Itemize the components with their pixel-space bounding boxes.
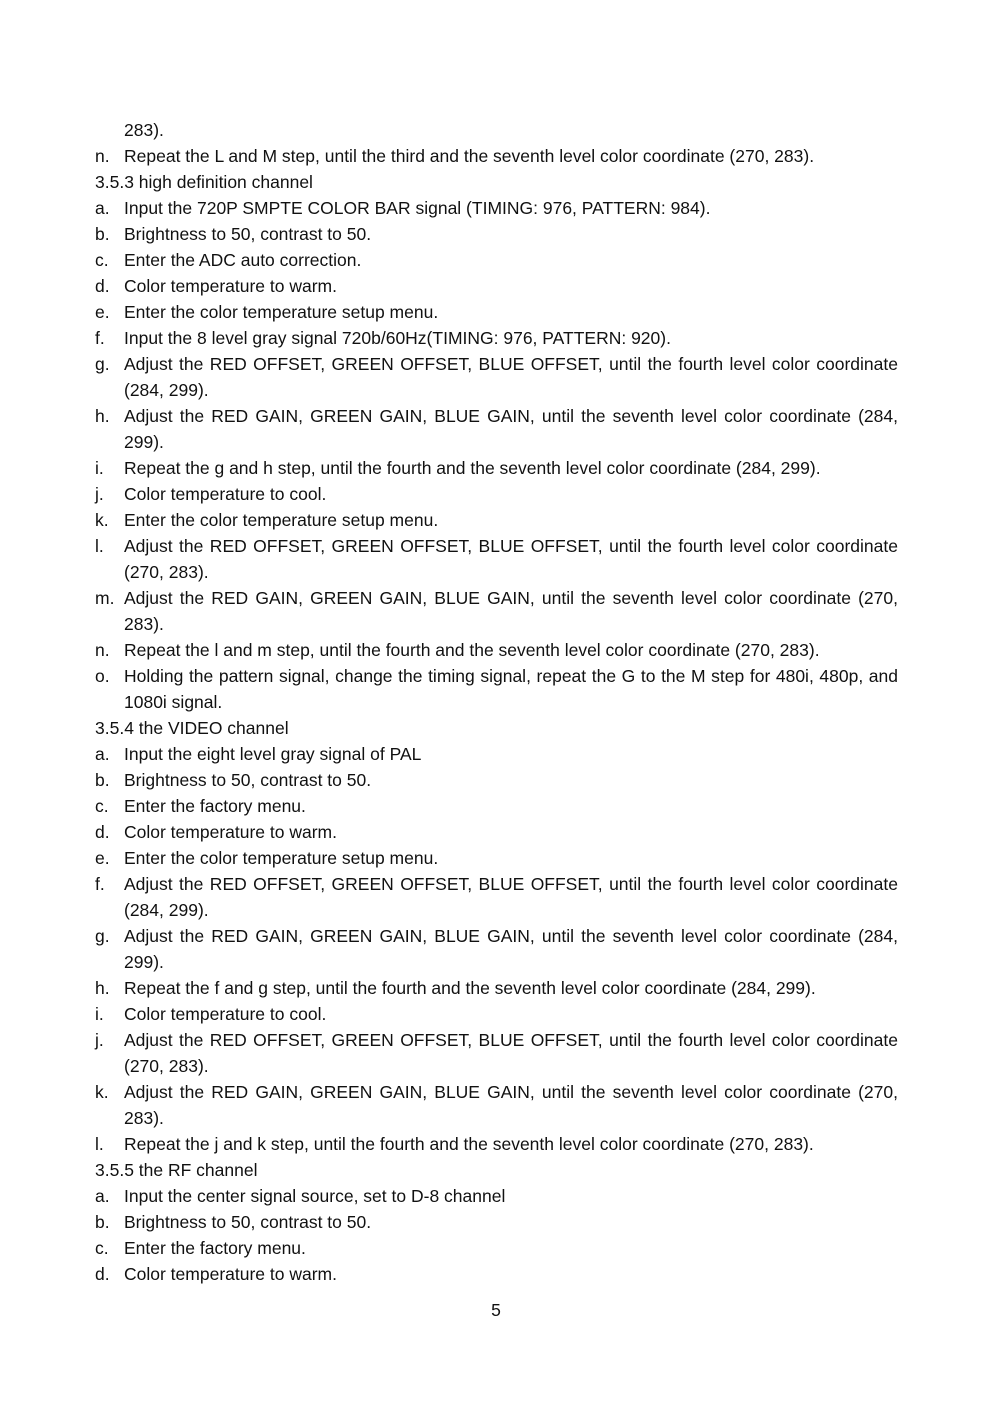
list-marker: c. <box>95 796 109 816</box>
list-marker: n. <box>95 640 110 660</box>
list-item-text: Holding the pattern signal, change the timing signal, repeat the G to the M step for 480i, 480p, and 1080i signal. <box>124 666 898 712</box>
list-item-text: Input the center signal source, set to D-8 channel <box>124 1186 506 1206</box>
list-marker: l. <box>95 1134 104 1154</box>
list-item <box>95 1001 898 1027</box>
list-item-text: Color temperature to cool. <box>124 484 327 504</box>
list-item-text: Adjust the RED GAIN, GREEN GAIN, BLUE GAIN, until the seventh level color coordinate (284, 299). <box>124 406 898 452</box>
list-item <box>95 767 898 793</box>
list-marker: e. <box>95 302 110 322</box>
list-item-text: Adjust the RED GAIN, GREEN GAIN, BLUE GAIN, until the seventh level color coordinate (270, 283). <box>124 588 898 634</box>
list-item-text: Input the eight level gray signal of PAL <box>124 744 422 764</box>
section-heading: 3.5.3 high definition channel <box>95 172 313 192</box>
list-item-text: Color temperature to warm. <box>124 276 337 296</box>
list-marker: d. <box>95 276 110 296</box>
list-item-text: Repeat the g and h step, until the fourth and the seventh level color coordinate (284, 299). <box>124 458 821 478</box>
list-item <box>95 1027 898 1079</box>
list-item-text: Adjust the RED OFFSET, GREEN OFFSET, BLUE OFFSET, until the fourth level color coordinate (284, 299). <box>124 354 898 400</box>
list-marker: n. <box>95 146 110 166</box>
list-marker: b. <box>95 224 110 244</box>
list-marker: i. <box>95 1004 104 1024</box>
list-item-text: Input the 720P SMPTE COLOR BAR signal (TIMING: 976, PATTERN: 984). <box>124 198 711 218</box>
list-item <box>95 221 898 247</box>
list-item <box>95 247 898 273</box>
list-item <box>95 143 898 169</box>
list-item <box>95 507 898 533</box>
list-item <box>95 819 898 845</box>
list-item-text: Adjust the RED GAIN, GREEN GAIN, BLUE GAIN, until the seventh level color coordinate (284, 299). <box>124 926 898 972</box>
list-item <box>95 1183 898 1209</box>
list-item <box>95 845 898 871</box>
list-item-text: Adjust the RED OFFSET, GREEN OFFSET, BLUE OFFSET, until the fourth level color coordinate (284, 299). <box>124 874 898 920</box>
list-item-text: Input the 8 level gray signal 720b/60Hz(TIMING: 976, PATTERN: 920). <box>124 328 671 348</box>
list-item-text: Adjust the RED OFFSET, GREEN OFFSET, BLUE OFFSET, until the fourth level color coordinate (270, 283). <box>124 1030 898 1076</box>
list-marker: d. <box>95 822 110 842</box>
section-heading: 3.5.4 the VIDEO channel <box>95 718 289 738</box>
list-item-text: Enter the color temperature setup menu. <box>124 510 439 530</box>
list-item-text: Color temperature to warm. <box>124 1264 337 1284</box>
list-marker: d. <box>95 1264 110 1284</box>
list-marker: e. <box>95 848 110 868</box>
list-item-text: Enter the factory menu. <box>124 796 306 816</box>
list-item <box>95 195 898 221</box>
list-item <box>95 1131 898 1157</box>
list-marker: f. <box>95 874 105 894</box>
list-item <box>95 533 898 585</box>
list-item <box>95 923 898 975</box>
continued-text: 283). <box>124 120 164 140</box>
list-marker: a. <box>95 744 110 764</box>
list-marker: j. <box>95 484 104 504</box>
list-item-text: Color temperature to cool. <box>124 1004 327 1024</box>
list-marker: f. <box>95 328 105 348</box>
list-marker: j. <box>95 1030 104 1050</box>
list-marker: i. <box>95 458 104 478</box>
list-item <box>95 793 898 819</box>
list-item <box>95 481 898 507</box>
list-item-text: Repeat the L and M step, until the third and the seventh level color coordinate (270, 283). <box>124 146 815 166</box>
list-marker: o. <box>95 666 110 686</box>
list-item <box>95 871 898 923</box>
list-item-text: Repeat the j and k step, until the fourth and the seventh level color coordinate (270, 283). <box>124 1134 814 1154</box>
list-marker: l. <box>95 536 104 556</box>
list-marker: k. <box>95 510 109 530</box>
list-item <box>95 1079 898 1131</box>
list-item-text: Adjust the RED OFFSET, GREEN OFFSET, BLUE OFFSET, until the fourth level color coordinate (270, 283). <box>124 536 898 582</box>
list-item <box>95 637 898 663</box>
list-item <box>95 455 898 481</box>
list-marker: a. <box>95 1186 110 1206</box>
list-marker: b. <box>95 1212 110 1232</box>
list-item <box>95 1261 898 1287</box>
list-marker: h. <box>95 978 110 998</box>
list-marker: h. <box>95 406 110 426</box>
list-item <box>95 1209 898 1235</box>
list-item-text: Enter the factory menu. <box>124 1238 306 1258</box>
document-body <box>95 117 898 1287</box>
list-marker: g. <box>95 354 110 374</box>
page-number: 5 <box>491 1300 501 1320</box>
list-marker: b. <box>95 770 110 790</box>
list-item <box>95 403 898 455</box>
list-item <box>95 273 898 299</box>
list-marker: c. <box>95 250 109 270</box>
list-item <box>95 585 898 637</box>
list-item-text: Adjust the RED GAIN, GREEN GAIN, BLUE GAIN, until the seventh level color coordinate (270, 283). <box>124 1082 898 1128</box>
list-item <box>95 325 898 351</box>
list-item <box>95 1235 898 1261</box>
list-marker: k. <box>95 1082 109 1102</box>
list-item-text: Brightness to 50, contrast to 50. <box>124 224 372 244</box>
list-item <box>95 741 898 767</box>
section-heading: 3.5.5 the RF channel <box>95 1160 258 1180</box>
list-item <box>95 351 898 403</box>
list-item-text: Color temperature to warm. <box>124 822 337 842</box>
list-item-text: Enter the ADC auto correction. <box>124 250 362 270</box>
list-item-text: Brightness to 50, contrast to 50. <box>124 1212 372 1232</box>
list-marker: g. <box>95 926 110 946</box>
list-marker: m. <box>95 588 115 608</box>
list-item <box>95 299 898 325</box>
list-item-text: Repeat the l and m step, until the fourth and the seventh level color coordinate (270, 283). <box>124 640 820 660</box>
list-item <box>95 975 898 1001</box>
list-item-text: Enter the color temperature setup menu. <box>124 302 439 322</box>
list-item-text: Brightness to 50, contrast to 50. <box>124 770 372 790</box>
list-item <box>95 663 898 715</box>
list-marker: a. <box>95 198 110 218</box>
list-item-text: Repeat the f and g step, until the fourth and the seventh level color coordinate (284, 299). <box>124 978 816 998</box>
list-marker: c. <box>95 1238 109 1258</box>
list-item-text: Enter the color temperature setup menu. <box>124 848 439 868</box>
